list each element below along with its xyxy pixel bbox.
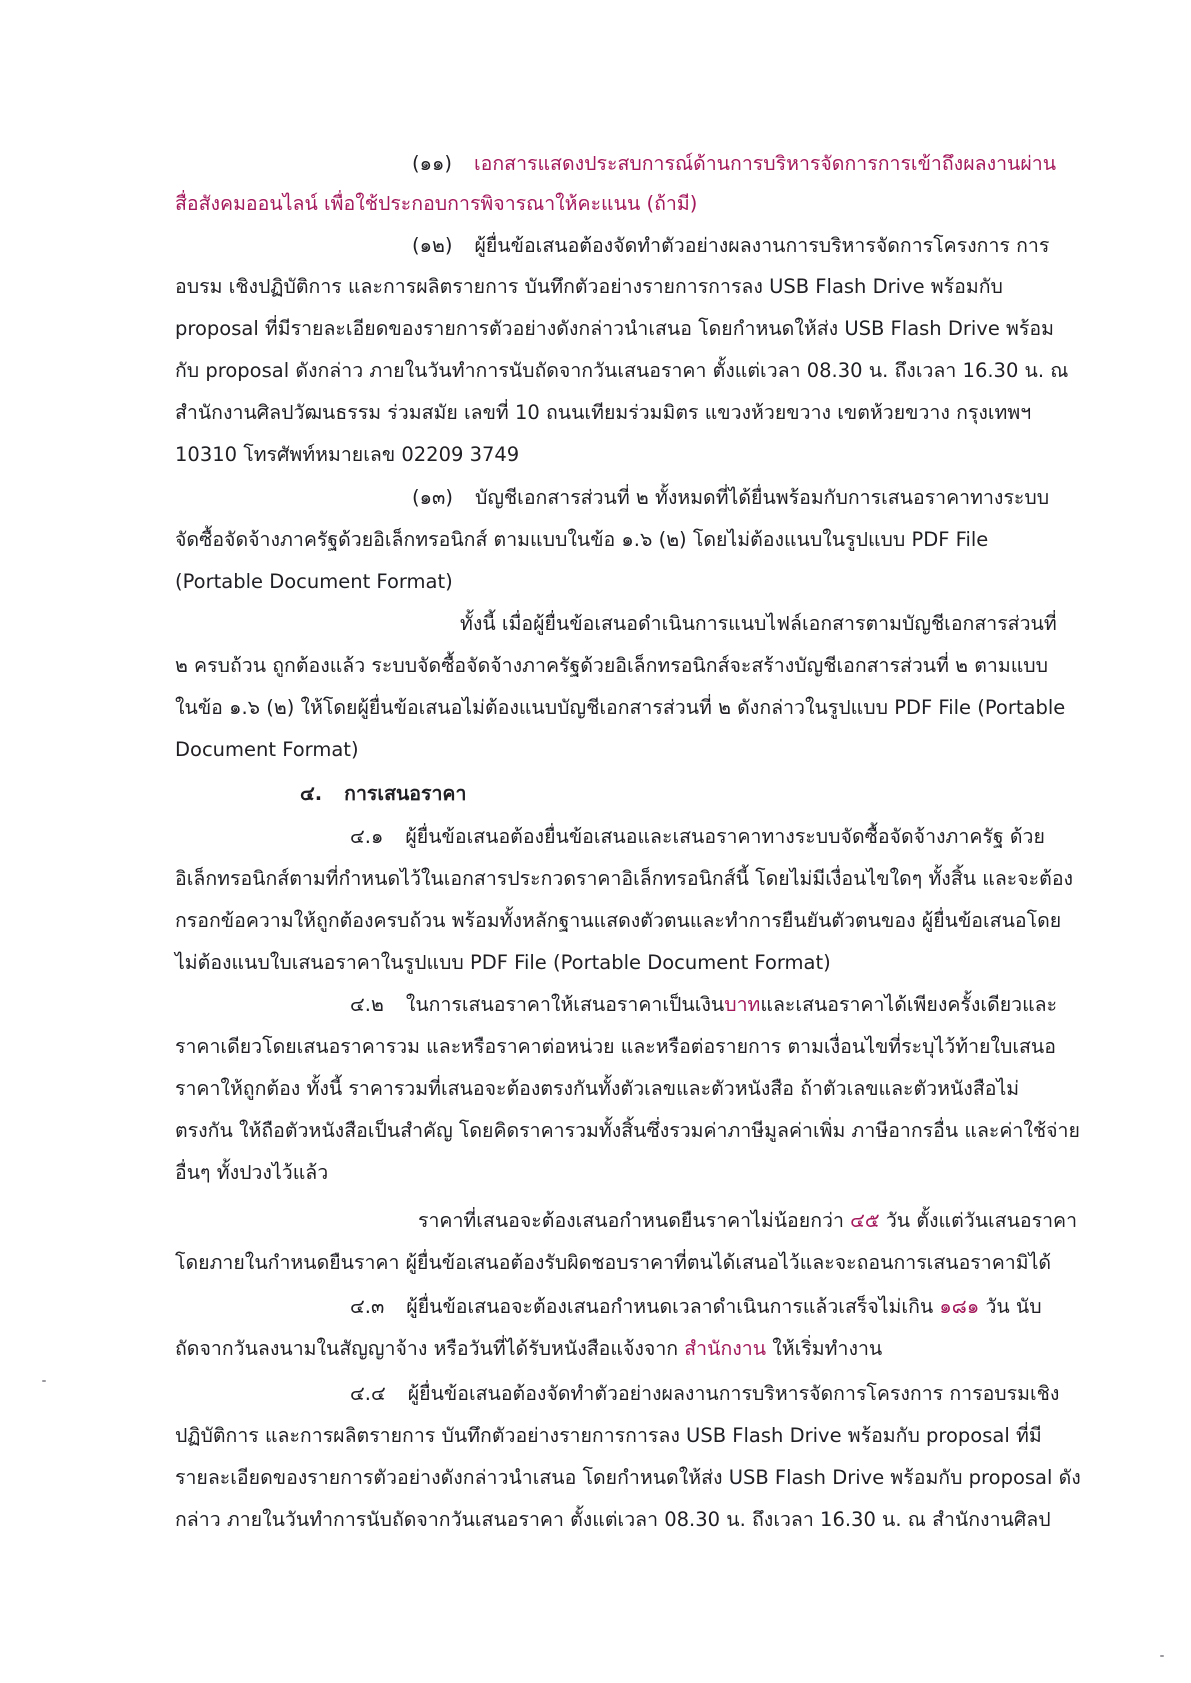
s4-1-line-1: [350, 823, 1045, 851]
s4-2-number: ๔.๒: [350, 993, 384, 1016]
s4-2-line-5: อื่นๆ ทั้งปวงไว้แล้ว: [175, 1161, 329, 1184]
s4-3-text-pre: ผู้ยื่นข้อเสนอจะต้องเสนอกำหนดเวลาดำเนินการแล้วเสร็จไม่เกิน: [406, 1295, 934, 1318]
s4-1-line-4: ไม่ต้องแนบใบเสนอราคาในรูปแบบ PDF File (Portable Document Format): [175, 951, 831, 974]
s4-1-line-2: อิเล็กทรอนิกส์ตามที่กำหนดไว้ในเอกสารประกวดราคาอิเล็กทรอนิกส์นี้ โดยไม่มีเงื่อนไขใดๆ ทั้งสิ้น และจะต้อง: [175, 867, 1074, 890]
p12-line-6: 10310 โทรศัพท์หมายเลข 02209 3749: [175, 443, 520, 466]
p12-number: (๑๒): [412, 234, 453, 257]
s4-3-line-1: [350, 1293, 1042, 1321]
p13-note-line-1: ทั้งนี้ เมื่อผู้ยื่นข้อเสนอดำเนินการแนบไฟล์เอกสารตามบัญชีเอกสารส่วนที่: [460, 612, 1057, 635]
s4-2-line-3: ราคาให้ถูกต้อง ทั้งนี้ ราคารวมที่เสนอจะต้องตรงกันทั้งตัวเลขและตัวหนังสือ ถ้าตัวเลขและตัวหนังสือไม่: [175, 1077, 1020, 1100]
s4-3-text-post: วัน นับ: [985, 1295, 1042, 1318]
p12-line-2: อบรม เชิงปฏิบัติการ และการผลิตรายการ บันทึกตัวอย่างรายการการลง USB Flash Drive พร้อมกับ: [175, 275, 1003, 298]
s4-2-currency: บาท: [724, 993, 761, 1016]
s4-4-line-1: [350, 1380, 1059, 1408]
p13-note-line-3: ในข้อ ๑.๖ (๒) ให้โดยผู้ยื่นข้อเสนอไม่ต้องแนบบัญชีเอกสารส่วนที่ ๒ ดังกล่าวในรูปแบบ PDF File (Portable: [175, 696, 1066, 719]
s4-4-line-4: กล่าว ภายในวันทำการนับถัดจากวันเสนอราคา ตั้งแต่เวลา 08.30 น. ถึงเวลา 16.30 น. ณ สำนักงานศิลป: [175, 1508, 1051, 1531]
s4-1-line-3: กรอกข้อความให้ถูกต้องครบถ้วน พร้อมทั้งหลักฐานแสดงตัวตนและทำการยืนยันตัวตนของ ผู้ยื่นข้อเสนอโดย: [175, 909, 1062, 932]
p13-line-2: จัดซื้อจัดจ้างภาครัฐด้วยอิเล็กทรอนิกส์ ตามแบบในข้อ ๑.๖ (๒) โดยไม่ต้องแนบในรูปแบบ PDF File: [175, 528, 989, 551]
s4-2-note-line-2: โดยภายในกำหนดยืนราคา ผู้ยื่นข้อเสนอต้องรับผิดชอบราคาที่ตนได้เสนอไว้และจะถอนการเสนอราคามิได้: [175, 1251, 1052, 1274]
s4-2-note-pre: ราคาที่เสนอจะต้องเสนอกำหนดยืนราคาไม่น้อยกว่า: [418, 1209, 844, 1232]
s4-3-line2-pre: ถัดจากวันลงนามในสัญญาจ้าง หรือวันที่ได้รับหนังสือแจ้งจาก: [175, 1337, 679, 1360]
p13-note-line-2: ๒ ครบถ้วน ถูกต้องแล้ว ระบบจัดซื้อจัดจ้างภาครัฐด้วยอิเล็กทรอนิกส์จะสร้างบัญชีเอกสารส่วนที่ ๒ ตามแบบ: [175, 654, 1049, 677]
s4-3-days: ๑๘๑: [939, 1295, 980, 1318]
p12-line-5: สำนักงานศิลปวัฒนธรรม ร่วมสมัย เลขที่ 10 ถนนเทียมร่วมมิตร แขวงห้วยขวาง เขตห้วยขวาง กรุงเทพฯ: [175, 401, 1032, 424]
s4-4-line-2: ปฏิบัติการ และการผลิตรายการ บันทึกตัวอย่างรายการการลง USB Flash Drive พร้อมกับ proposal ที่มี: [175, 1424, 1042, 1447]
s4-3-line2-post: ให้เริ่มทำงาน: [772, 1337, 883, 1360]
s4-2-line-2: ราคาเดียวโดยเสนอราคารวม และหรือราคาต่อหน่วย และหรือต่อรายการ ตามเงื่อนไขที่ระบุไว้ท้ายใบเสนอ: [175, 1035, 1056, 1058]
p11-text-1: เอกสารแสดงประสบการณ์ด้านการบริหารจัดการการเข้าถึงผลงานผ่าน: [473, 152, 1057, 175]
section-4-title: การเสนอราคา: [344, 782, 467, 805]
s4-2-note-post: วัน ตั้งแต่วันเสนอราคา: [885, 1209, 1078, 1232]
scan-artifact: [1160, 1655, 1164, 1657]
p11-line-1: [412, 150, 1056, 178]
p12-line-4: กับ proposal ดังกล่าว ภายในวันทำการนับถัดจากวันเสนอราคา ตั้งแต่เวลา 08.30 น. ถึงเวลา 16.30 น. ณ: [175, 359, 1069, 382]
s4-2-line-4: ตรงกัน ให้ถือตัวหนังสือเป็นสำคัญ โดยคิดราคารวมทั้งสิ้นซึ่งรวมค่าภาษีมูลค่าเพิ่ม ภาษีอากรอื่น และค่าใช้จ่าย: [175, 1119, 1080, 1142]
s4-2-text-post: และเสนอราคาได้เพียงครั้งเดียวและ: [760, 993, 1058, 1016]
s4-1-text-1: ผู้ยื่นข้อเสนอต้องยื่นข้อเสนอและเสนอราคาทางระบบจัดซื้อจัดจ้างภาครัฐ ด้วย: [405, 825, 1045, 848]
scan-artifact: [42, 1380, 46, 1382]
p13-line-1: [412, 484, 1049, 512]
s4-4-line-3: รายละเอียดของรายการตัวอย่างดังกล่าวนำเสนอ โดยกำหนดให้ส่ง USB Flash Drive พร้อมกับ proposal ดัง: [175, 1466, 1081, 1489]
s4-4-number: ๔.๔: [350, 1382, 386, 1405]
p12-line-1: [412, 232, 1049, 260]
s4-3-office: สำนักงาน: [684, 1337, 767, 1360]
p13-number: (๑๓): [412, 486, 453, 509]
p11-line-2: สื่อสังคมออนไลน์ เพื่อใช้ประกอบการพิจารณาให้คะแนน (ถ้ามี): [175, 192, 698, 215]
p13-text-1: บัญชีเอกสารส่วนที่ ๒ ทั้งหมดที่ได้ยื่นพร้อมกับการเสนอราคาทางระบบ: [474, 486, 1050, 509]
s4-2-note-line-1: [418, 1207, 1077, 1235]
s4-1-number: ๔.๑: [350, 825, 384, 848]
p13-line-3: (Portable Document Format): [175, 570, 453, 593]
p11-number: (๑๑): [412, 152, 452, 175]
s4-2-line-1: [350, 991, 1057, 1019]
s4-2-text-pre: ในการเสนอราคาให้เสนอราคาเป็นเงิน: [405, 993, 725, 1016]
p13-note-line-4: Document Format): [175, 738, 359, 761]
s4-3-line-2: [175, 1335, 882, 1363]
s4-4-text-1: ผู้ยื่นข้อเสนอต้องจัดทำตัวอย่างผลงานการบริหารจัดการโครงการ การอบรมเชิง: [407, 1382, 1060, 1405]
s4-3-number: ๔.๓: [350, 1295, 385, 1318]
p12-text-1: ผู้ยื่นข้อเสนอต้องจัดทำตัวอย่างผลงานการบริหารจัดการโครงการ การ: [474, 234, 1050, 257]
section-4-number: ๔.: [300, 782, 323, 805]
p12-line-3: proposal ที่มีรายละเอียดของรายการตัวอย่างดังกล่าวนำเสนอ โดยกำหนดให้ส่ง USB Flash Drive พร้อม: [175, 317, 1054, 340]
s4-2-note-days: ๔๕: [850, 1209, 880, 1232]
section-4-heading: [300, 780, 466, 808]
